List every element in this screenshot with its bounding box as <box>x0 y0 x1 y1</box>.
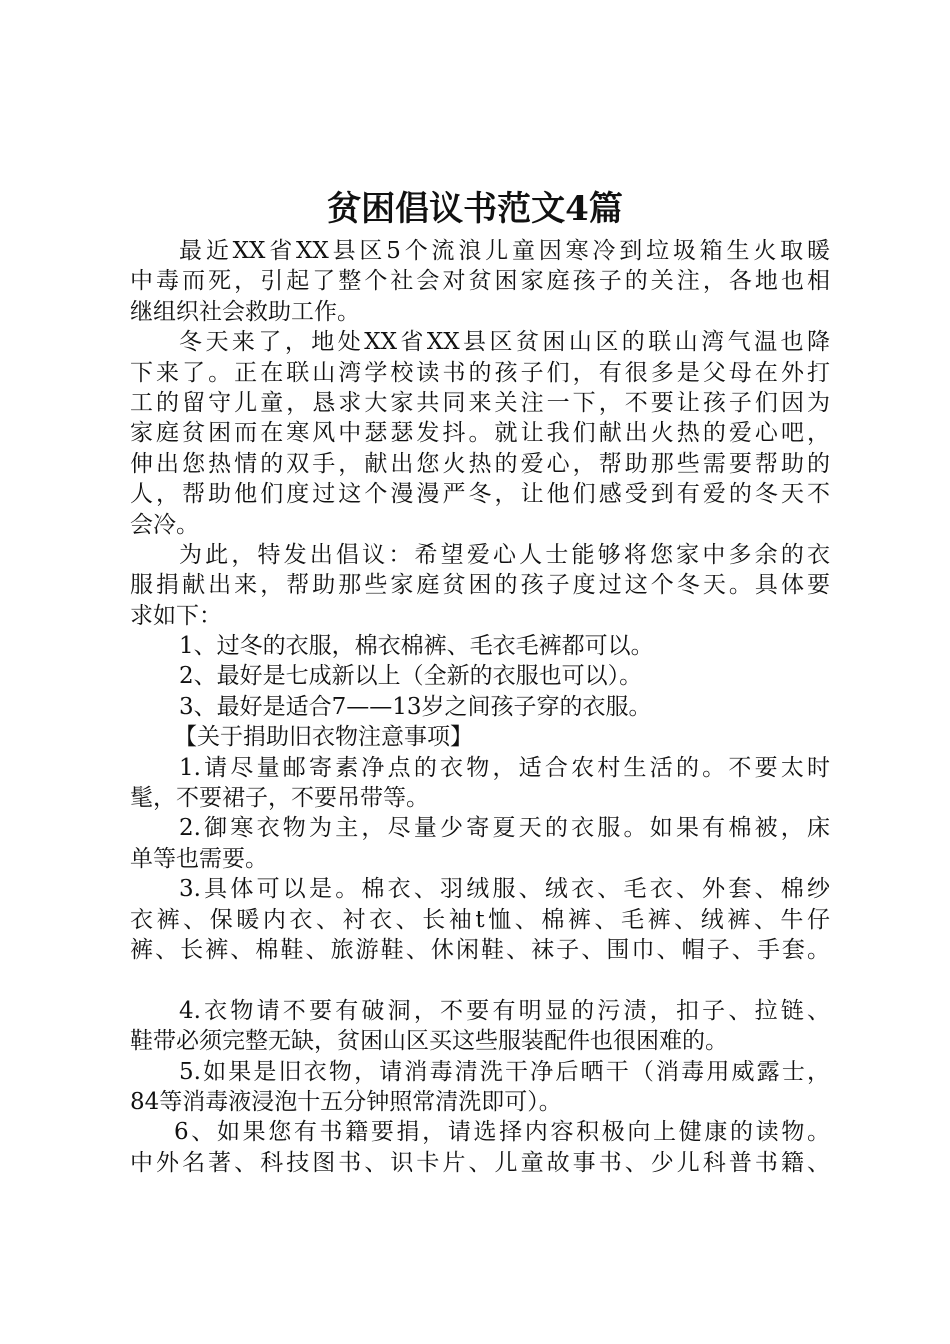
paragraph-line: 继组织社会救助工作。 <box>130 298 360 325</box>
paragraph-line: 衣裤、保暖内衣、衬衣、长袖t恤、棉裤、毛裤、绒裤、牛仔 <box>130 906 830 933</box>
document-body <box>130 236 830 1178</box>
list-item: 3、最好是适合7——13岁之间孩子穿的衣服。 <box>179 693 652 720</box>
paragraph-line: 单等也需要。 <box>130 845 268 872</box>
paragraph-line: 下来了。正在联山湾学校读书的孩子们，有很多是父母在外打 <box>130 359 830 386</box>
paragraph-line: 为此，特发出倡议：希望爱心人士能够将您家中多余的衣 <box>179 541 830 568</box>
paragraph-line: 求如下： <box>130 602 222 629</box>
paragraph-line: 鞋带必须完整无缺，贫困山区买这些服装配件也很困难的。 <box>130 1028 728 1055</box>
list-item: 2、最好是七成新以上（全新的衣服也可以）。 <box>179 663 643 690</box>
list-item: 1.请尽量邮寄素净点的衣物，适合农村生活的。不要太时 <box>179 754 830 781</box>
list-item: 5.如果是旧衣物，请消毒清洗干净后晒干（消毒用威露士， <box>179 1058 830 1085</box>
paragraph-line: 伸出您热情的双手，献出您火热的爱心，帮助那些需要帮助的 <box>130 450 830 477</box>
list-item: 1、过冬的衣服，棉衣棉裤、毛衣毛裤都可以。 <box>179 633 654 660</box>
paragraph-line: 84等消毒液浸泡十五分钟照常清洗即可）。 <box>130 1088 562 1115</box>
document-title: 贫困倡议书范文4篇 <box>327 189 623 229</box>
list-item: 6、如果您有书籍要捐，请选择内容积极向上健康的读物。 <box>174 1119 830 1146</box>
paragraph-line: 服捐献出来，帮助那些家庭贫困的孩子度过这个冬天。具体要 <box>130 572 830 599</box>
list-item: 2.御寒衣物为主，尽量少寄夏天的衣服。如果有棉被，床 <box>179 815 830 842</box>
list-item: 3.具体可以是。棉衣、羽绒服、绒衣、毛衣、外套、棉纱 <box>179 876 830 903</box>
paragraph-line: 中外名著、科技图书、识卡片、儿童故事书、少儿科普书籍、 <box>130 1149 830 1176</box>
paragraph-line: 裤、长裤、棉鞋、旅游鞋、休闲鞋、袜子、围巾、帽子、手套。 <box>130 936 830 963</box>
paragraph-line: 冬天来了，地处XX省XX县区贫困山区的联山湾气温也降 <box>179 329 830 356</box>
paragraph-line: 最近XX省XX县区5个流浪儿童因寒冷到垃圾箱生火取暖 <box>179 238 830 264</box>
paragraph-line: 人，帮助他们度过这个漫漫严冬，让他们感受到有爱的冬天不 <box>130 481 830 508</box>
section-heading: 【关于捐助旧衣物注意事项】 <box>174 724 473 751</box>
paragraph-line: 会冷。 <box>130 511 199 538</box>
paragraph-line: 中毒而死，引起了整个社会对贫困家庭孩子的关注，各地也相 <box>130 268 830 295</box>
list-item: 4.衣物请不要有破洞，不要有明显的污渍，扣子、拉链、 <box>179 997 830 1024</box>
blank-line <box>130 965 830 995</box>
paragraph-line: 工的留守儿童，恳求大家共同来关注一下，不要让孩子们因为 <box>130 389 830 416</box>
paragraph-line: 髦，不要裙子，不要吊带等。 <box>130 785 429 812</box>
paragraph-line: 家庭贫困而在寒风中瑟瑟发抖。就让我们献出火热的爱心吧， <box>130 420 830 447</box>
